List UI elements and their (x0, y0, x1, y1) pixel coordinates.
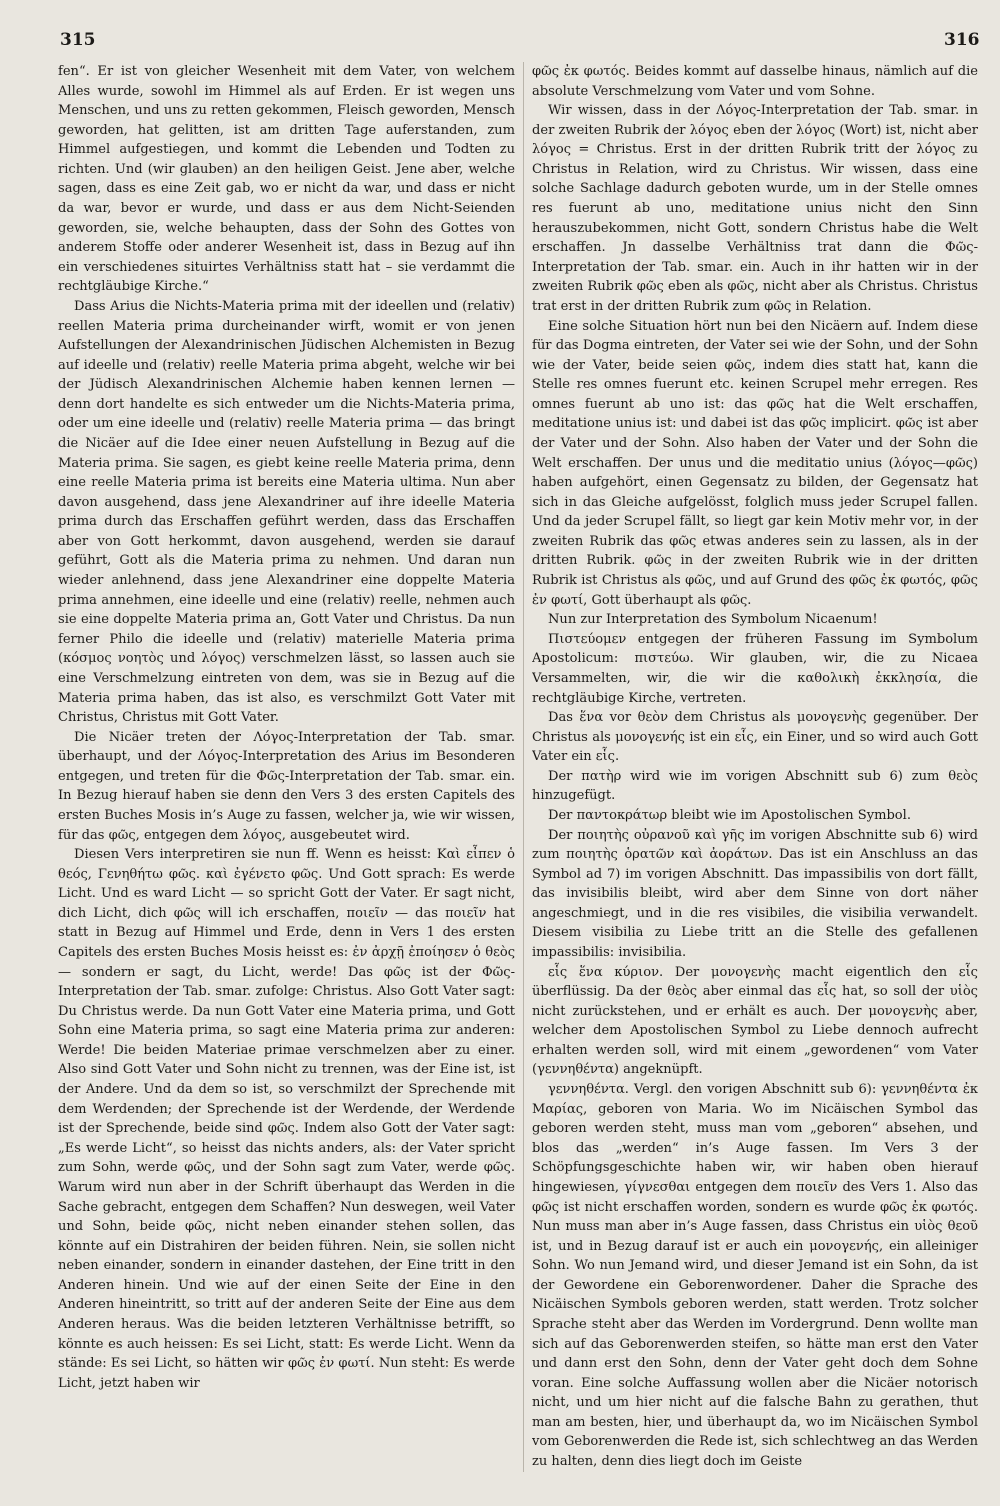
paragraph: Dass Arius die Nichts-Materia prima mit der ideellen und (relativ) reellen Materia prima durcheinander wirft, womit er von jenen Aufstellungen der Alexandrinischen Jüdischen Alchemisten in Bezug auf ideelle und (relativ) reelle Materia prima abgeht, welche wir bei der Jüdisch Alexandrinischen Alchemie haben kennen lernen — denn dort handelte es sich entweder um die Nichts-Materia prima, oder um eine ideelle und (relativ) reelle Materia prima — das bringt die Nicäer auf die Idee einer neuen Aufstellung in Bezug auf die Materia prima. Sie sagen, es giebt keine reelle Materia prima, denn eine reelle Materia prima ist bereits eine Materia ultima. Nun aber davon ausgehend, dass jene Alexandriner auf ihre ideelle Materia prima durch das Erschaffen geführt werden, dass das Erschaffen aber von Gott herkommt, davon ausgehend, werden sie darauf geführt, Gott als die Materia prima zu nehmen. Und daran nun wieder anlehnend, dass jene Alexandriner eine doppelte Materia prima annehmen, eine ideelle und eine (relativ) reelle, nehmen auch sie eine doppelte Materia prima an, Gott Vater und Christus. Da nun ferner Philo die ideelle und (relativ) materielle Materia prima (κόσμος νοητὸς und λόγος) verschmelzen lässt, so lassen auch sie eine Verschmelzung eintreten von dem, was sie in Bezug auf die Materia prima haben, das ist also, es verschmilzt Gott Vater mit Christus, Christus mit Gott Vater. (58, 298, 515, 726)
paragraph: εἷς ἕνα κύριον. Der μονογενὴς macht eigentlich den εἷς überflüssig. Da der θεὸς aber einmal das εἷς hat, so soll der υἱὸς nicht zurückstehen, und er erhält es auch. Der μονογενὴς aber, welcher dem Apostolischen Symbol zu Liebe dennoch aufrecht erhalten werden soll, wird mit einem „gewordenen“ vom Vater (γεννηθέντα) angeknüpft. (532, 964, 978, 1078)
paragraph: Der ποιητὴς οὐρανοῦ καὶ γῆς im vorigen Abschnitte sub 6) wird zum ποιητὴς ὁρατῶν καὶ ἀοράτων. Das ist ein Anschluss an das Symbol ad 7) im vorigen Abschnitt. Das impassibilis von dort fällt, das invisibilis bleibt, wird aber dem Sinne von dort näher angeschmiegt, und in die res visibiles, die visibilia verwandelt. Diesem visibilia zu Liebe tritt an die Stelle des gefallenen impassibilis: invisibilia. (532, 827, 978, 961)
paragraph: Eine solche Situation hört nun bei den Nicäern auf. Indem diese für das Dogma eintreten, der Vater sei wie der Sohn, und der Sohn wie der Vater, beide seien φῶς, indem dies statt hat, kann die Stelle res omnes fuerunt etc. keinen Scrupel mehr erregen. Res omnes fuerunt ab uno ist: das φῶς hat die Welt erschaffen, meditatione unius ist: und dabei ist das φῶς implicirt. φῶς ist aber der Vater und der Sohn. Also haben der Vater und der Sohn die Welt erschaffen. Der unus und die meditatio unius (λόγος—φῶς) haben aufgehört, einen Gegensatz zu bilden, der Gegensatz hat sich in das Gleiche aufgelösst, folglich muss jeder Scrupel fallen. Und da jeder Scrupel fällt, so liegt gar kein Motiv mehr vor, in der zweiten Rubrik das φῶς etwas anderes sein zu lassen, als in der dritten Rubrik. φῶς in der zweiten Rubrik wie in der dritten Rubrik ist Christus als φῶς, und auf Grund des φῶς ἐκ φωτός, φῶς ἐν φωτί, Gott überhaupt als φῶς. (532, 318, 978, 608)
paragraph: Die Nicäer treten der Λόγος-Interpretation der Tab. smar. überhaupt, und der Λόγος-Interpretation des Arius im Besonderen entgegen, und treten für die Φῶς-Interpretation der Tab. smar. ein. In Bezug hierauf haben sie denn den Vers 3 des ersten Capitels des ersten Buches Mosis in’s Auge zu fassen, welcher ja, wie wir wissen, für das φῶς, entgegen dem λόγος, ausgebeutet wird. (58, 729, 515, 843)
paragraph: Das ἕνα vor θεὸν dem Christus als μονογενὴς gegenüber. Der Christus als μονογενής ist ein εἷς, ein Einer, und so wird auch Gott Vater ein εἷς. (532, 710, 978, 765)
right-text-column (532, 62, 978, 1482)
paragraph: φῶς ἐκ φωτός. Beides kommt auf dasselbe hinaus, nämlich auf die absolute Verschmelzung vom Vater und vom Sohne. (532, 64, 978, 99)
paragraph: Der παντοκράτωρ bleibt wie im Apostolischen Symbol. (548, 807, 911, 823)
paragraph: γεννηθέντα. Vergl. den vorigen Abschnitt sub 6): γεννηθέντα ἐκ Μαρίας, geboren von Maria. Wo im Nicäischen Symbol das geboren werden steht, muss man vom „geboren“ absehen, und blos das „werden“ in’s Auge fassen. Im Vers 3 der Schöpfungsgeschichte haben wir, wir haben oben hierauf hingewiesen, γίγνεσθαι entgegen dem ποιεῖν des Vers 1. Also das φῶς ist nicht erschaffen worden, sondern es wurde φῶς ἐκ φωτός. Nun muss man aber in’s Auge fassen, dass Christus ein υἱὸς θεοῦ ist, und in Bezug darauf ist er auch ein μονογενής, ein alleiniger Sohn. Wo nun Jemand wird, und dieser Jemand ist ein Sohn, da ist der Gewordene ein Geborenwordener. Daher die Sprache des Nicäischen Symbols geboren werden, statt werden. Trotz solcher Sprache steht aber das Werden im Vordergrund. Denn wollte man sich auf das Geborenwerden steifen, so hätte man erst den Vater und dann erst den Sohn, denn der Vater geht doch dem Sohne voran. Eine solche Auffassung wollen aber die Nicäer notorisch nicht, und um hier nicht auf die falsche Bahn zu gerathen, thut man am besten, hier, und überhaupt da, wo im Nicäischen Symbol vom Geborenwerden die Rede ist, sich schlechtweg an das Werden zu halten, denn dies liegt doch im Geiste (532, 1082, 978, 1470)
column-divider (523, 62, 524, 1472)
paragraph: Wir wissen, dass in der Λόγος-Interpretation der Tab. smar. in der zweiten Rubrik der λόγος eben der λόγος (Wort) ist, nicht aber λόγος = Christus. Erst in der dritten Rubrik tritt der λόγος zu Christus in Relation, wird zu Christus. Wir wissen, dass eine solche Sachlage dadurch geboten wurde, um in der Stelle omnes res fuerunt ab uno, meditatione unius nicht den Sinn herauszubekommen, nicht Gott, sondern Christus habe die Welt erschaffen. Jn dasselbe Verhältniss trat dann die Φῶς-Interpretation der Tab. smar. ein. Auch in ihr hatten wir in der zweiten Rubrik φῶς eben als φῶς, nicht aber als Christus. Christus trat erst in der dritten Rubrik zum φῶς in Relation. (532, 103, 978, 314)
right-page-number: 316 (944, 30, 980, 50)
left-page-number: 315 (60, 30, 96, 50)
paragraph: fen“. Er ist von gleicher Wesenheit mit dem Vater, von welchem Alles wurde, sowohl im Himmel als auf Erden. Er ist wegen uns Menschen, und uns zu retten gekommen, Fleisch geworden, Mensch geworden, hat gelitten, ist am dritten Tage auferstanden, zum Himmel aufgestiegen, und kommt die Lebenden und Todten zu richten. Und (wir glauben) an den heiligen Geist. Jene aber, welche sagen, dass es eine Zeit gab, wo er nicht da war, und dass er nicht da war, bevor er wurde, und dass er aus dem Nicht-Seienden geworden, sie, welche behaupten, dass der Sohn des Gottes von anderem Stoffe oder anderer Wesenheit ist, dass in Bezug auf ihn ein verschiedenes situirtes Verhältniss statt hat – sie verdammt die rechtgläubige Kirche.“ (58, 64, 515, 295)
left-text-column (58, 62, 515, 1482)
paragraph: Diesen Vers interpretiren sie nun ff. Wenn es heisst: Καὶ εἶπεν ὁ θεός, Γενηθήτω φῶς. καὶ ἐγένετο φῶς. Und Gott sprach: Es werde Licht. Und es ward Licht — so spricht Gott der Vater. Er sagt nicht, dich Licht, dich φῶς will ich erschaffen, ποιεῖν — das ποιεῖν hat statt in Bezug auf Himmel und Erde, denn in Vers 1 des ersten Capitels des ersten Buches Mosis heisst es: ἐν ἀρχῇ ἐποίησεν ὁ θεὸς — sondern er sagt, du Licht, werde! Das φῶς ist der Φῶς-Interpretation der Tab. smar. zufolge: Christus. Also Gott Vater sagt: Du Christus werde. Da nun Gott Vater eine Materia prima, und Gott Sohn eine Materia prima, so sagt eine Materia prima zur anderen: Werde! Die beiden Materiae primae verschmelzen aber zu einer. Also sind Gott Vater und Sohn nicht zu trennen, was der Eine ist, ist der Andere. Und da dem so ist, so verschmilzt der Sprechende mit dem Werdenden; der Sprechende ist der Werdende, der Werdende ist der Sprechende, beide sind φῶς. Indem also Gott der Vater sagt: „Es werde Licht“, so heisst das nichts anders, als: der Vater spricht zum Sohn, werde φῶς, und der Sohn sagt zum Vater, werde φῶς. Warum wird nun aber in der Schrift überhaupt das Werden in die Sache gebracht, entgegen dem Schaffen? Nun deswegen, weil Vater und Sohn, beide φῶς, nicht neben einander stehen sollen, das könnte auf ein Distrahiren der beiden führen. Nein, sie sollen nicht neben einander, sondern in einander dastehen, der Eine tritt in den Anderen hinein. Und wie auf der einen Seite der Eine in den Anderen hineintritt, so tritt auf der anderen Seite der Eine aus dem Anderen heraus. Was die beiden letzteren Verhältnisse betrifft, so könnte es auch heissen: Es sei Licht, statt: Es werde Licht. Wenn da stände: Es sei Licht, so hätten wir φῶς ἐν φωτί. Nun steht: Es werde Licht, jetzt haben wir (58, 847, 515, 1391)
paragraph: Der πατὴρ wird wie im vorigen Abschnitt sub 6) zum θεὸς hinzugefügt. (532, 768, 978, 804)
paragraph: Nun zur Interpretation des Symbolum Nicaenum! (548, 612, 878, 628)
paragraph: Πιστεύομεν entgegen der früheren Fassung im Symbolum Apostolicum: πιστεύω. Wir glauben, wir, die zu Nicaea Versammelten, wir, die wir die καθολικὴ ἐκκλησία, die rechtgläubige Kirche, vertreten. (532, 631, 978, 706)
